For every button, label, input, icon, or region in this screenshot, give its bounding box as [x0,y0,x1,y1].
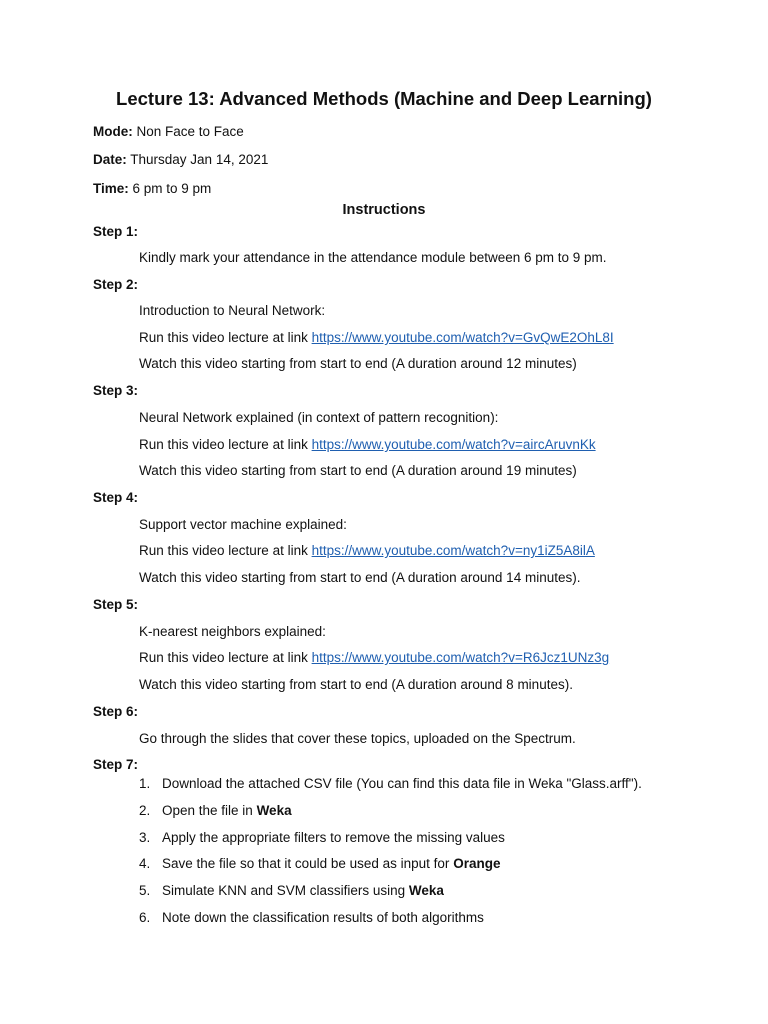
step-5-run-prefix: Run this video lecture at link [139,650,312,665]
step-5-run-line [139,650,609,665]
step-4-video-link[interactable]: https://www.youtube.com/watch?v=ny1iZ5A8ilA [311,543,595,558]
list-item-text: Note down the classification results of both algorithms [162,910,484,925]
step-2-run-prefix: Run this video lecture at link [139,330,312,345]
list-item [139,883,444,898]
list-item [139,830,505,845]
instructions-heading: Instructions [342,202,426,218]
list-item-text: Save the file so that it could be used as input for [162,856,454,871]
list-item-number: 3. [139,830,151,845]
list-item-number: 1. [139,776,151,791]
date-label: Date: [93,152,127,167]
list-item [139,910,484,925]
step-3-run-line [139,437,596,452]
list-item-text: Open the file in [162,803,257,818]
step-3-label: Step 3: [93,383,139,398]
list-item-number: 5. [139,883,151,898]
mode-label: Mode: [93,124,133,139]
step-6-label: Step 6: [93,704,139,719]
step-4-topic: Support vector machine explained: [139,517,347,532]
list-item-text: Download the attached CSV file (You can find this data file in Weka "Glass.arff"). [162,776,642,791]
step-4-label: Step 4: [93,490,139,505]
step-5-label: Step 5: [93,597,139,612]
step-2-run-line [139,330,614,345]
document-title: Lecture 13: Advanced Methods (Machine and Deep Learning) [116,88,652,109]
step-3-topic: Neural Network explained (in context of pattern recognition): [139,410,499,425]
step-5-topic: K-nearest neighbors explained: [139,624,326,639]
list-item-number: 2. [139,803,151,818]
step-4-watch: Watch this video starting from start to end (A duration around 14 minutes). [139,570,581,585]
date-value: Thursday Jan 14, 2021 [126,152,269,167]
list-item [139,803,292,818]
step-2-label: Step 2: [93,277,139,292]
list-item [139,776,642,791]
step-3-run-prefix: Run this video lecture at link [139,437,312,452]
time-value: 6 pm to 9 pm [128,181,212,196]
step-3-watch: Watch this video starting from start to end (A duration around 19 minutes) [139,463,577,478]
date-line [93,152,268,167]
step-5-video-link[interactable]: https://www.youtube.com/watch?v=R6Jcz1UNz3g [311,650,610,665]
list-item-text: Simulate KNN and SVM classifiers using [162,883,409,898]
list-item-number: 4. [139,856,151,871]
step-1-text: Kindly mark your attendance in the attendance module between 6 pm to 9 pm. [139,250,607,265]
step-1-label: Step 1: [93,224,139,239]
list-item-text: Apply the appropriate filters to remove the missing values [162,830,505,845]
time-label: Time: [93,181,129,196]
list-item [139,856,500,871]
list-item-keyword: Weka [256,803,292,818]
time-line [93,181,211,196]
list-item-number: 6. [139,910,151,925]
mode-line [93,124,244,139]
step-5-watch: Watch this video starting from start to end (A duration around 8 minutes). [139,677,573,692]
mode-value: Non Face to Face [132,124,244,139]
step-6-text: Go through the slides that cover these topics, uploaded on the Spectrum. [139,731,576,746]
step-4-run-line [139,543,595,558]
step-2-video-link[interactable]: https://www.youtube.com/watch?v=GvQwE2OhL8I [311,330,614,345]
step-4-run-prefix: Run this video lecture at link [139,543,312,558]
list-item-keyword: Weka [408,883,444,898]
step-2-watch: Watch this video starting from start to end (A duration around 12 minutes) [139,356,577,371]
list-item-keyword: Orange [453,856,501,871]
step-2-topic: Introduction to Neural Network: [139,303,326,318]
step-7-label: Step 7: [93,757,139,772]
step-3-video-link[interactable]: https://www.youtube.com/watch?v=aircAruvnKk [311,437,596,452]
